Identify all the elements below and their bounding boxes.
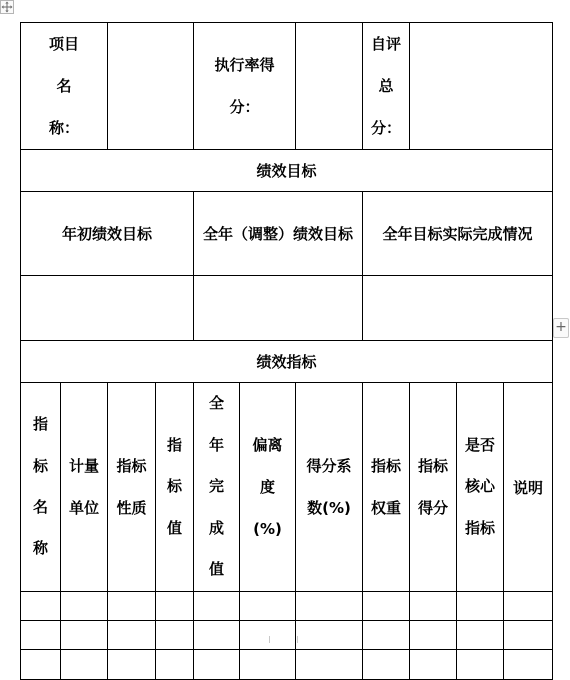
annual-completion-header-cell <box>194 383 240 592</box>
ruler-marker <box>269 636 270 643</box>
data-cell[interactable] <box>410 592 457 621</box>
indicator-value-header: 指标值 <box>166 435 182 537</box>
data-cell[interactable] <box>61 650 108 680</box>
adjusted-goal-header-cell <box>194 192 363 276</box>
data-cell[interactable] <box>504 592 553 621</box>
data-cell[interactable] <box>108 650 156 680</box>
self-eval-label: 自评总分： <box>370 35 401 137</box>
project-name-label: 项目名称： <box>48 35 79 137</box>
core-indicator-header-cell <box>457 383 504 592</box>
data-cell[interactable] <box>194 592 240 621</box>
weight-header: 指标权重 <box>370 457 401 517</box>
data-cell[interactable] <box>296 650 363 680</box>
data-cell[interactable] <box>504 621 553 650</box>
data-cell[interactable] <box>194 621 240 650</box>
deviation-header: 偏离度(%) <box>252 436 283 538</box>
actual-completion-header: 全年目标实际完成情况 <box>363 192 553 276</box>
self-eval-label-cell <box>363 23 410 150</box>
indicator-name-header: 指标名称 <box>32 415 48 558</box>
data-cell[interactable] <box>504 650 553 680</box>
performance-indicators-section-row <box>21 341 553 383</box>
data-cell[interactable] <box>296 621 363 650</box>
data-cell[interactable] <box>156 621 194 650</box>
indicator-score-header: 指标得分 <box>417 457 448 517</box>
project-header-row <box>21 23 553 150</box>
ruler-marker <box>297 636 298 643</box>
self-eval-value-cell[interactable] <box>410 23 553 150</box>
goals-value-row <box>21 276 553 341</box>
add-column-handle[interactable] <box>553 318 569 338</box>
data-cell[interactable] <box>108 621 156 650</box>
adjusted-goal-value-cell[interactable] <box>194 276 363 341</box>
data-cell[interactable] <box>457 621 504 650</box>
adjusted-goal-header: 全年（调整）绩效目标 <box>203 224 354 243</box>
performance-goals-section-row <box>21 150 553 192</box>
execution-rate-value-cell[interactable] <box>296 23 363 150</box>
project-name-value-cell[interactable] <box>108 23 194 150</box>
data-cell[interactable] <box>21 650 61 680</box>
data-cell[interactable] <box>363 592 410 621</box>
nature-header-cell <box>108 383 156 592</box>
indicator-score-header-cell <box>410 383 457 592</box>
data-cell[interactable] <box>156 650 194 680</box>
unit-header-cell <box>61 383 108 592</box>
initial-goal-value-cell[interactable] <box>21 276 194 341</box>
core-indicator-header: 是否核心指标 <box>464 435 495 537</box>
data-cell[interactable] <box>108 592 156 621</box>
data-cell[interactable] <box>61 621 108 650</box>
data-cell[interactable] <box>61 592 108 621</box>
indicator-name-header-cell <box>21 383 61 592</box>
notes-header: 说明 <box>504 383 553 592</box>
section-performance-goals: 绩效目标 <box>21 150 553 192</box>
score-coefficient-header: 得分系数(%) <box>306 457 352 517</box>
data-cell[interactable] <box>194 650 240 680</box>
data-cell[interactable] <box>21 592 61 621</box>
initial-goal-header: 年初绩效目标 <box>21 192 194 276</box>
actual-completion-value-cell[interactable] <box>363 276 553 341</box>
project-name-label-cell <box>21 23 108 150</box>
deviation-header-cell <box>240 383 296 592</box>
score-coefficient-header-cell <box>296 383 363 592</box>
data-cell[interactable] <box>410 650 457 680</box>
indicator-value-header-cell <box>156 383 194 592</box>
table-move-handle[interactable] <box>0 0 14 14</box>
data-cell[interactable] <box>156 592 194 621</box>
data-cell[interactable] <box>21 621 61 650</box>
unit-header: 计量单位 <box>68 457 99 517</box>
data-row <box>21 592 553 621</box>
data-cell[interactable] <box>363 621 410 650</box>
data-cell[interactable] <box>457 592 504 621</box>
data-row <box>21 621 553 650</box>
data-row <box>21 650 553 680</box>
nature-header: 指标性质 <box>116 457 147 517</box>
data-cell[interactable] <box>240 650 296 680</box>
annual-completion-header: 全年完成值 <box>208 394 224 579</box>
plus-icon: + <box>555 319 567 335</box>
data-cell[interactable] <box>296 592 363 621</box>
section-performance-indicators: 绩效指标 <box>21 341 553 383</box>
four-way-arrow-move-icon <box>1 1 13 13</box>
data-cell[interactable] <box>240 592 296 621</box>
data-cell[interactable] <box>363 650 410 680</box>
performance-evaluation-table <box>20 22 553 680</box>
execution-rate-label-cell <box>194 23 296 150</box>
goals-header-row <box>21 192 553 276</box>
data-cell[interactable] <box>457 650 504 680</box>
execution-rate-label: 执行率得分： <box>214 56 275 116</box>
data-cell[interactable] <box>240 621 296 650</box>
data-cell[interactable] <box>410 621 457 650</box>
weight-header-cell <box>363 383 410 592</box>
indicator-header-row <box>21 383 553 592</box>
